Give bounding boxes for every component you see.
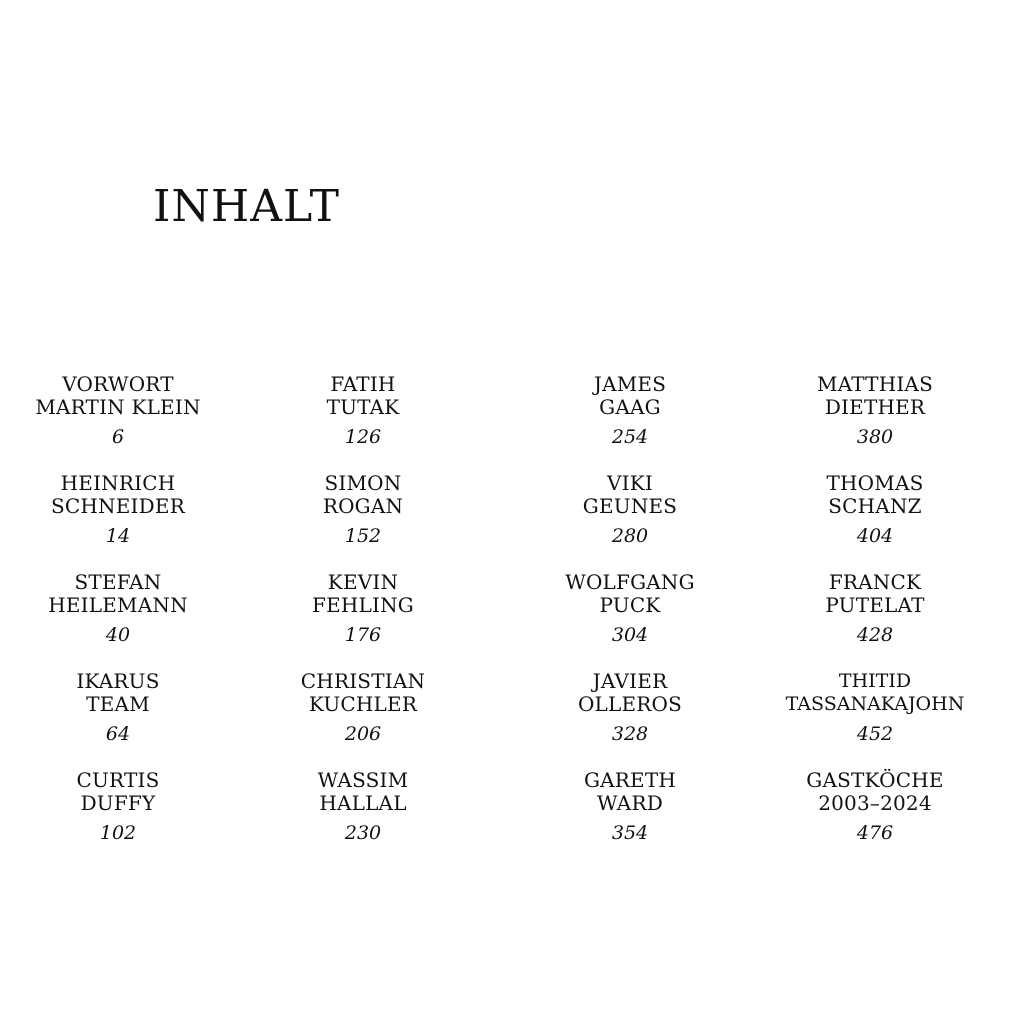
entry-name-line2: ROGAN: [322, 494, 404, 518]
toc-entry[interactable]: [510, 373, 750, 449]
entry-page-number: 304: [611, 624, 649, 646]
entry-name-line2: GAAG: [599, 395, 661, 419]
entry-name-line1: FRANCK: [828, 570, 922, 594]
entry-name-line2: PUTELAT: [825, 593, 925, 617]
toc-entry[interactable]: [0, 571, 238, 647]
entry-name-line2: HEILEMANN: [48, 593, 188, 617]
entry-page-number: 404: [856, 525, 894, 547]
entry-page-number: 176: [344, 624, 382, 646]
entry-name-line1: WOLFGANG: [565, 570, 695, 594]
toc-entry[interactable]: [755, 769, 995, 845]
entry-name-line1: HEINRICH: [60, 471, 176, 495]
entry-page-number: 40: [105, 624, 131, 646]
entry-page-number: 354: [611, 822, 649, 844]
toc-entry[interactable]: [755, 472, 995, 548]
entry-name-line1: WASSIM: [317, 768, 409, 792]
toc-entry[interactable]: [0, 670, 238, 746]
entry-name-line2: PUCK: [599, 593, 661, 617]
entry-name-line1: CURTIS: [76, 768, 160, 792]
entry-page-number: 206: [344, 723, 382, 745]
toc-entry[interactable]: [243, 571, 483, 647]
entry-name-line2: SCHANZ: [828, 494, 922, 518]
entry-name-line1: STEFAN: [74, 570, 162, 594]
entry-name-line2: KUCHLER: [308, 692, 418, 716]
entry-name-line2: DUFFY: [80, 791, 156, 815]
entry-name-line2: TASSANAKAJOHN: [785, 693, 965, 715]
entry-name-line1: VIKI: [607, 471, 653, 495]
toc-entry[interactable]: [243, 670, 483, 746]
entry-page-number: 380: [856, 426, 894, 448]
entry-name-line2: HALLAL: [319, 791, 407, 815]
entry-page-number: 14: [105, 525, 131, 547]
entry-name-line1: CHRISTIAN: [300, 669, 426, 693]
entry-name-line2: GEUNES: [582, 494, 678, 518]
entry-name-line2: 2003–2024: [818, 791, 932, 815]
toc-entry[interactable]: [243, 373, 483, 449]
entry-page-number: 280: [611, 525, 649, 547]
entry-name-line1: VORWORT: [62, 372, 174, 396]
entry-name-line2: WARD: [597, 791, 663, 815]
entry-page-number: 476: [856, 822, 894, 844]
entry-page-number: 102: [99, 822, 137, 844]
entry-page-number: 126: [344, 426, 382, 448]
entry-name-line2: TEAM: [86, 692, 150, 716]
entry-page-number: 230: [344, 822, 382, 844]
entry-name-line1: FATIH: [330, 372, 396, 396]
entry-page-number: 254: [611, 426, 649, 448]
toc-entry[interactable]: [0, 373, 238, 449]
entry-name-line2: MARTIN KLEIN: [35, 395, 201, 419]
entry-name-line2: FEHLING: [312, 593, 414, 617]
toc-entry[interactable]: [0, 472, 238, 548]
entry-page-number: 328: [611, 723, 649, 745]
entry-page-number: 428: [856, 624, 894, 646]
toc-entry[interactable]: [510, 769, 750, 845]
toc-entry[interactable]: [510, 670, 750, 746]
entry-name-line2: TUTAK: [326, 395, 400, 419]
entry-name-line2: SCHNEIDER: [51, 494, 185, 518]
entry-name-line1: GASTKÖCHE: [806, 768, 944, 792]
toc-entry[interactable]: [243, 472, 483, 548]
toc-entry[interactable]: [510, 472, 750, 548]
entry-name-line1: JAMES: [593, 372, 667, 396]
toc-entry[interactable]: [243, 769, 483, 845]
entry-name-line1: THITID: [838, 670, 912, 692]
toc-entry[interactable]: [755, 571, 995, 647]
entry-page-number: 64: [105, 723, 131, 745]
entry-name-line1: IKARUS: [76, 669, 160, 693]
entry-name-line1: JAVIER: [592, 669, 668, 693]
page-title: INHALT: [153, 181, 341, 232]
toc-entry[interactable]: [0, 769, 238, 845]
entry-name-line1: THOMAS: [826, 471, 924, 495]
entry-page-number: 452: [856, 723, 894, 745]
entry-page-number: 6: [111, 426, 125, 448]
entry-page-number: 152: [344, 525, 382, 547]
entry-name-line1: MATTHIAS: [817, 372, 933, 396]
entry-name-line2: DIETHER: [824, 395, 926, 419]
entry-name-line2: OLLEROS: [577, 692, 683, 716]
entry-name-line1: KEVIN: [327, 570, 399, 594]
entry-name-line1: GARETH: [583, 768, 677, 792]
table-of-contents: [0, 373, 1024, 853]
toc-entry[interactable]: [755, 373, 995, 449]
toc-entry[interactable]: [510, 571, 750, 647]
entry-name-line1: SIMON: [324, 471, 402, 495]
toc-entry[interactable]: [755, 670, 995, 746]
